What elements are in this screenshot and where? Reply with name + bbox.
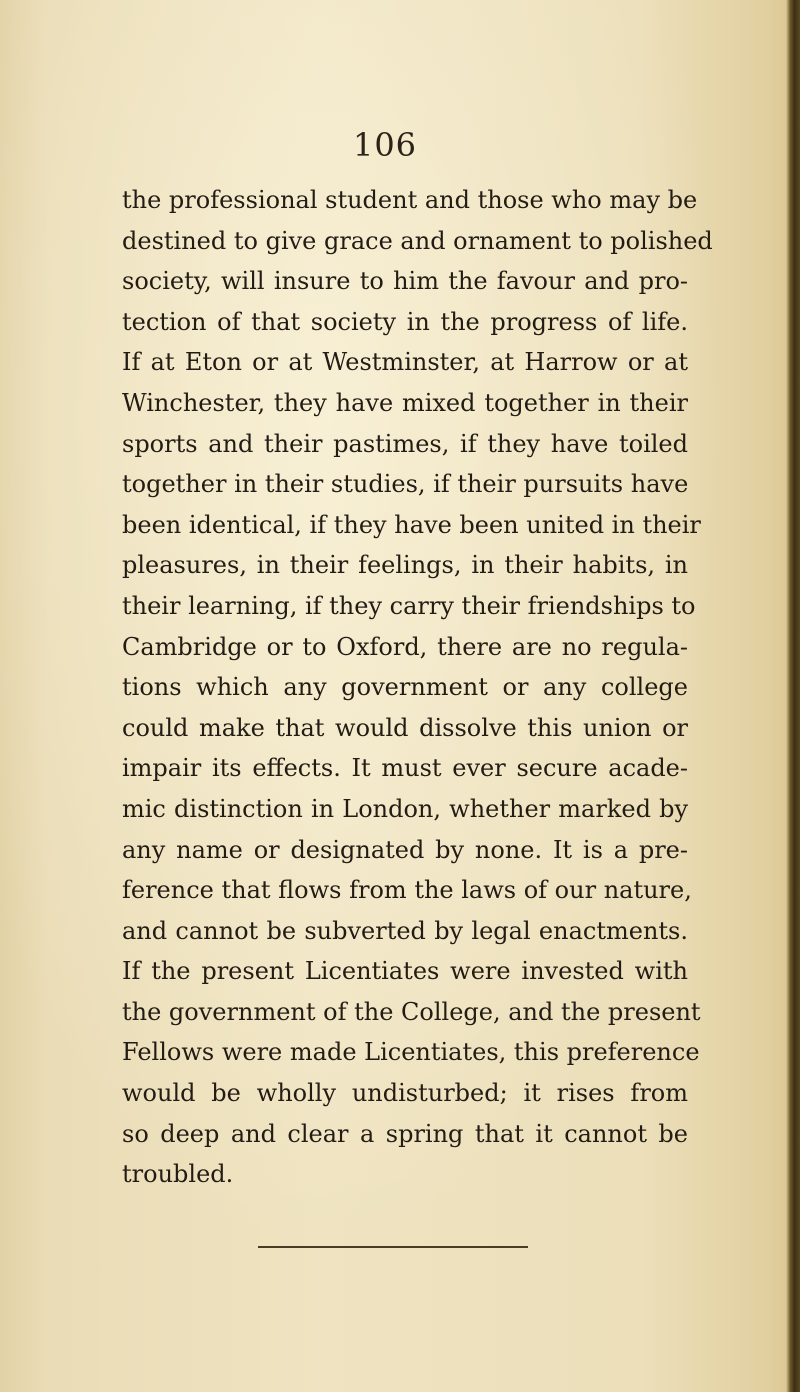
text-line: Winchester, they have mixed together in their	[122, 388, 688, 417]
end-rule	[258, 1246, 528, 1248]
text-line: been identical, if they have been united in their	[122, 510, 701, 539]
text-line: the government of the College, and the present	[122, 997, 701, 1026]
text-line: troubled.	[122, 1160, 234, 1189]
text-line: society, will insure to him the favour and pro-	[122, 267, 688, 296]
text-line: their learning, if they carry their friendships to	[122, 591, 696, 620]
text-line: tection of that society in the progress of life.	[122, 307, 688, 336]
text-line: sports and their pastimes, if they have toiled	[122, 429, 688, 458]
text-line: destined to give grace and ornament to polished	[122, 226, 713, 255]
text-line: tions which any government or any college	[122, 673, 688, 702]
text-line: Cambridge or to Oxford, there are no regula-	[122, 632, 688, 661]
text-line: If at Eton or at Westminster, at Harrow or at	[122, 348, 688, 377]
text-line: together in their studies, if their pursuits have	[122, 470, 689, 499]
text-line: any name or designated by none. It is a pre-	[122, 835, 688, 864]
body-text	[122, 180, 713, 1195]
page-number: 106	[352, 126, 418, 164]
text-line: the professional student and those who may be	[122, 186, 698, 214]
text-line: would be wholly undisturbed; it rises from	[122, 1079, 688, 1108]
text-line: mic distinction in London, whether marked by	[122, 794, 688, 823]
text-line: If the present Licentiates were invested with	[122, 957, 688, 986]
text-line: Fellows were made Licentiates, this preference	[122, 1038, 700, 1067]
text-line: so deep and clear a spring that it cannot be	[122, 1119, 688, 1148]
text-line: could make that would dissolve this union or	[122, 713, 688, 742]
text-line: and cannot be subverted by legal enactments.	[122, 916, 688, 945]
text-line: impair its effects. It must ever secure acade-	[122, 754, 688, 783]
text-line: ference that flows from the laws of our nature,	[122, 876, 692, 905]
page-edge	[786, 0, 800, 1392]
text-line: pleasures, in their feelings, in their habits, in	[122, 551, 688, 580]
